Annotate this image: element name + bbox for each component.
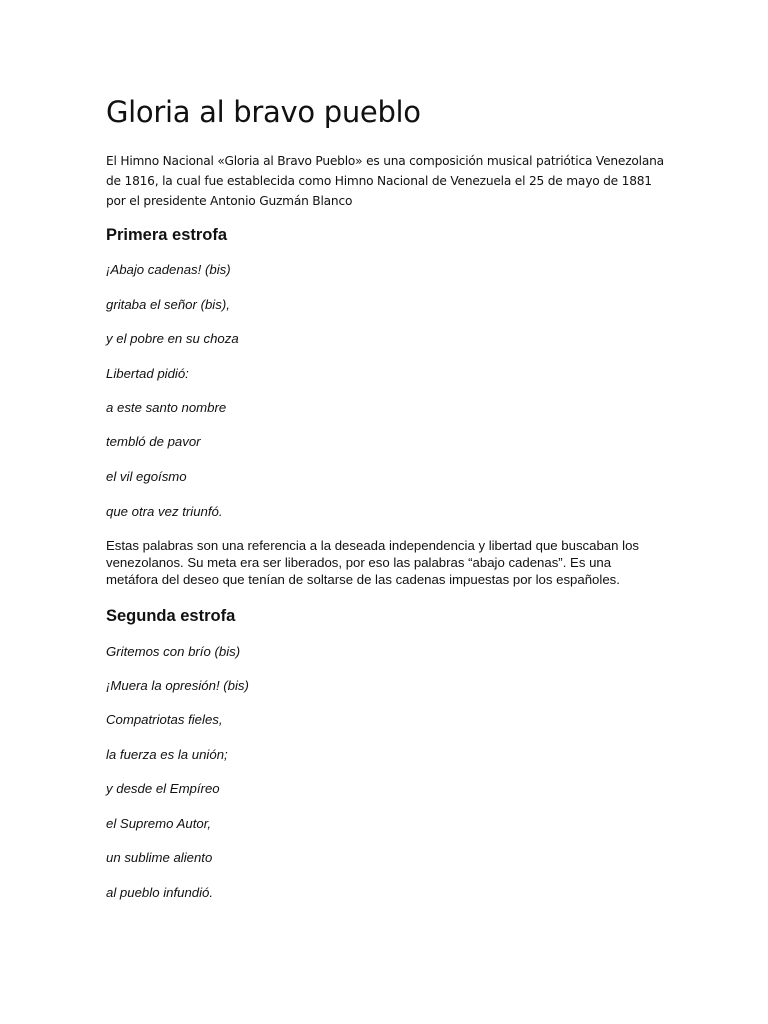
verse-line: y el pobre en su choza [106,331,239,346]
verse-line: Compatriotas fieles, [106,712,223,727]
verse-line: y desde el Empíreo [106,781,220,796]
verse-line: la fuerza es la unión; [106,747,228,762]
intro-paragraph: El Himno Nacional «Gloria al Bravo Pueblo» es una composición musical patriótica Venezolana de 1816, la cual fue establecida como Himno Nacional de Venezuela el 25 de mayo de 1881 por el presidente Antonio Guzmán Blanco [106,154,664,208]
verse-line: a este santo nombre [106,400,227,415]
verse-line: Libertad pidió: [106,366,189,381]
commentary-paragraph: Estas palabras son una referencia a la deseada independencia y libertad que buscaban los venezolanos. Su meta era ser liberados, por eso las palabras “abajo cadenas”. Es una metáfora del deseo que tenían de soltarse de las cadenas impuestas por los españoles. [106,538,639,587]
verse-line: gritaba el señor (bis), [106,297,230,312]
verse-line: Gritemos con brío (bis) [106,644,241,659]
verse-line: ¡Muera la opresión! (bis) [106,678,249,693]
section-heading-segunda: Segunda estrofa [106,607,236,625]
document-title: Gloria al bravo pueblo [106,95,421,129]
verse-line: un sublime aliento [106,850,213,865]
verse-line: el vil egoísmo [106,469,187,484]
verse-line: tembló de pavor [106,434,201,449]
verse-line: ¡Abajo cadenas! (bis) [106,262,231,277]
verse-line: al pueblo infundió. [106,885,214,900]
verse-line: el Supremo Autor, [106,816,212,831]
section-heading-primera: Primera estrofa [106,226,228,244]
verse-line: que otra vez triunfó. [106,504,223,519]
